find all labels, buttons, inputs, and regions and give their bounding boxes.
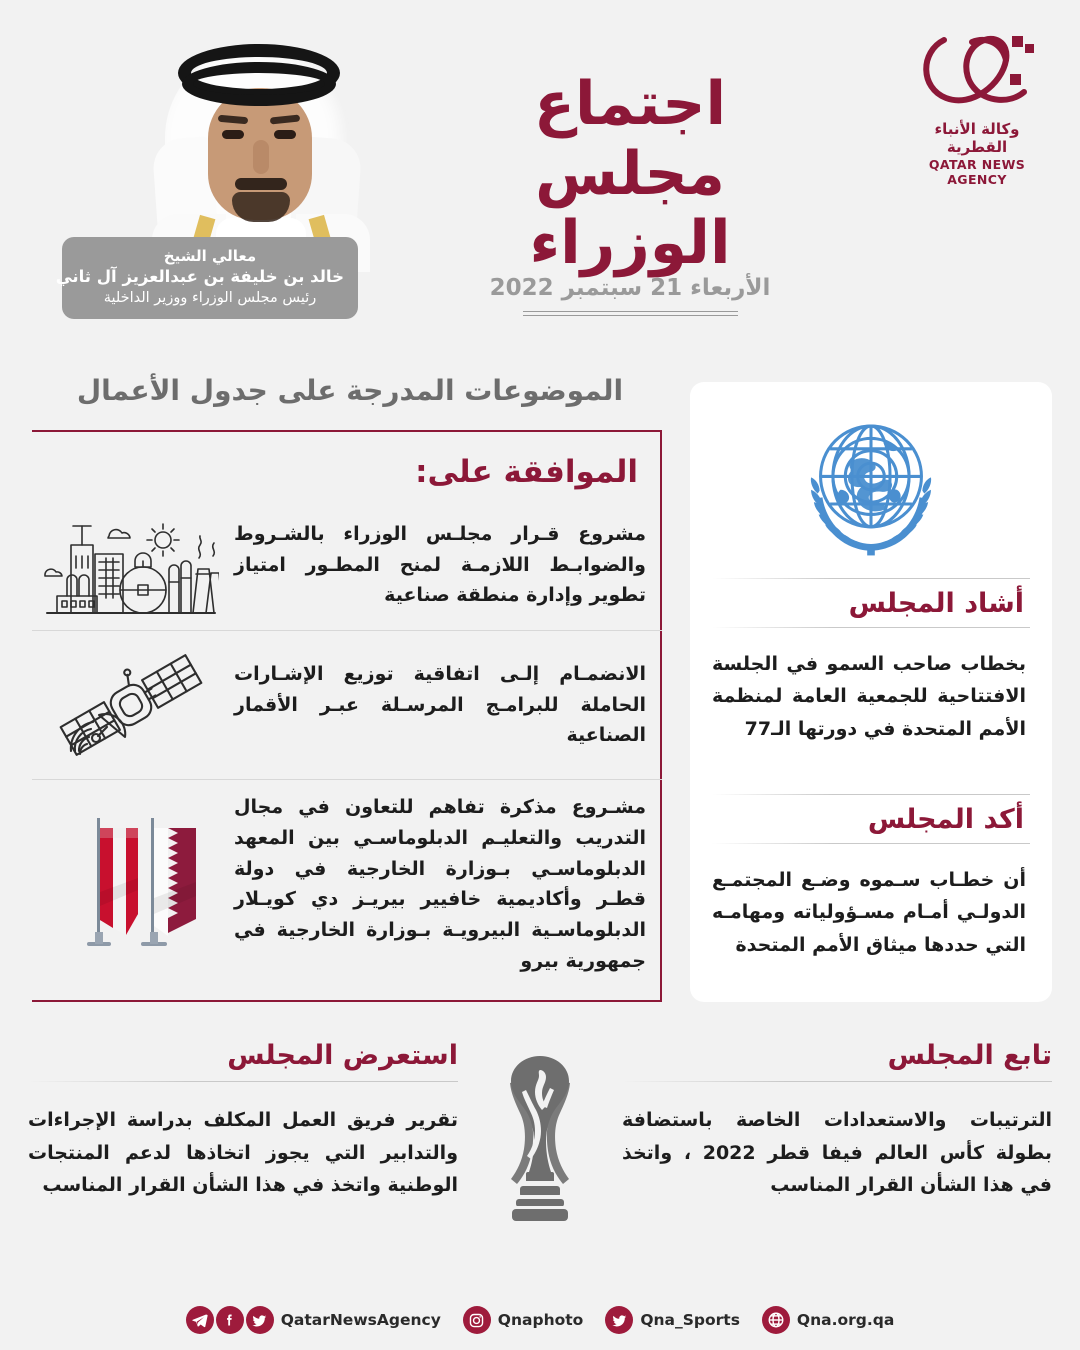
peru-qatar-flags xyxy=(51,804,211,964)
nose xyxy=(253,140,269,174)
person-role: رئيس مجلس الوزراء ووزير الداخلية xyxy=(103,289,317,306)
eyebrow-right xyxy=(270,114,301,124)
name-plate xyxy=(55,237,358,319)
portrait xyxy=(120,18,400,273)
industrial-zone-icon xyxy=(42,512,220,618)
twitter-icon[interactable] xyxy=(605,1306,633,1334)
card-block-affirmed xyxy=(712,794,1030,961)
eye-left xyxy=(222,130,244,139)
title-line-1: اجتماع xyxy=(533,69,727,139)
list-item-text: مشـروع مذكرة تفاهم للتعاون في مجال التدريب والتعليـم الدبلوماسـي بين المعهد الدبلوماسـي بـوزارة الخارجية في دولة قطـر وأكاديمية خافيير بيريـز دي كويـلار الدبلوماسـية البيرويـة بـوزارة الخارجية في جمهورية بيرو xyxy=(234,796,646,972)
social-icons xyxy=(186,1306,274,1334)
world-cup-trophy-icon xyxy=(492,1052,588,1224)
card-body: أن خطـاب سـموه وضـع المجتمـع الدولـي أمـام مسـؤولياته ومهامـه التي حددها ميثاق الأمم المتحدة xyxy=(712,869,1026,956)
approvals-list xyxy=(32,500,662,989)
list-item-text: مشروع قـرار مجلـس الوزراء بالشـروط والضوابـط اللازمـة لمنح المطـور امتياز تطوير وإدارة منطقة صناعية xyxy=(234,522,646,607)
social-icons xyxy=(463,1306,491,1334)
facebook-icon[interactable] xyxy=(216,1306,244,1334)
footer-social-bar xyxy=(0,1306,1080,1334)
page-title xyxy=(430,70,830,279)
twitter-icon[interactable] xyxy=(246,1306,274,1334)
card-heading: أشاد المجلس xyxy=(848,588,1024,619)
qna-logo-arabic: وكالة الأنباء القطرية xyxy=(934,120,1020,156)
section-body: تقرير فريق العمل المكلف بدراسة الإجراءات والتدابير التي يجوز اتخاذها لدعم المنتجات الوطنية واتخذ في هذا الشأن القرار المناسب xyxy=(28,1109,458,1197)
eyebrow-left xyxy=(218,115,248,125)
social-handle[interactable]: Qnaphoto xyxy=(497,1311,584,1329)
flags-icon xyxy=(42,804,220,964)
peru-flag xyxy=(87,818,138,946)
card-body: بخطاب صاحب السمو في الجلسة الافتتاحية للجمعية العامة لمنظمة الأمم المتحدة في دورتها الـ77 xyxy=(712,653,1026,740)
section-body: الترتيبات والاستعدادات الخاصة باستضافة بطولة كأس العالم فيفا قطر 2022 ، واتخذ في هذا الشأن القرار المناسب xyxy=(622,1109,1052,1197)
un-card xyxy=(690,382,1052,1002)
header xyxy=(0,0,1080,350)
qna-logo-mark xyxy=(902,22,1052,114)
social-icons xyxy=(762,1306,790,1334)
qna-logo xyxy=(902,22,1052,187)
portrait-illustration xyxy=(120,18,400,268)
list-item xyxy=(32,500,662,630)
qna-logo-english: QATAR NEWS AGENCY xyxy=(928,157,1026,187)
face-shape xyxy=(208,88,312,220)
section-heading: استعرض المجلس xyxy=(227,1040,458,1071)
title-line-2: مجلس الوزراء xyxy=(529,138,731,279)
social-handle[interactable]: Qna.org.qa xyxy=(796,1311,895,1329)
list-item xyxy=(32,630,662,779)
social-handle[interactable]: QatarNewsAgency xyxy=(280,1311,441,1329)
date-block xyxy=(430,275,830,319)
card-block-praised xyxy=(712,578,1030,745)
agal-cord-inner xyxy=(182,62,336,106)
united-nations-emblem xyxy=(785,406,957,564)
eye-right xyxy=(274,130,296,139)
section-heading: تابع المجلس xyxy=(887,1040,1052,1071)
beard xyxy=(232,192,290,222)
bottom-sections xyxy=(0,1040,1080,1270)
social-icons xyxy=(605,1306,633,1334)
instagram-icon[interactable] xyxy=(463,1306,491,1334)
telegram-icon[interactable] xyxy=(186,1306,214,1334)
bottom-section-reviewed xyxy=(28,1040,458,1202)
date-underline xyxy=(523,311,738,316)
list-item xyxy=(32,779,662,989)
satellite-icon xyxy=(42,643,220,767)
person-name: خالد بن خليفة بن عبدالعزيز آل ثاني xyxy=(55,267,344,287)
moustache xyxy=(235,178,287,190)
social-handle[interactable]: Qna_Sports xyxy=(640,1311,740,1329)
social-group-instagram xyxy=(463,1306,584,1334)
social-group-main xyxy=(186,1306,441,1334)
social-group-website xyxy=(762,1306,894,1334)
list-item-text: الانضمـام إلـى اتفاقية توزيع الإشـارات الحاملة للبرامـج المرسـلة عبـر الأقمار الصناعية xyxy=(234,662,646,747)
social-group-sports xyxy=(605,1306,740,1334)
card-heading: أكد المجلس xyxy=(867,804,1024,835)
person-honorific: معالي الشيخ xyxy=(163,247,257,265)
date-text: الأربعاء 21 سبتمبر 2022 xyxy=(489,275,771,301)
bottom-section-followed xyxy=(622,1040,1052,1202)
globe-icon[interactable] xyxy=(762,1306,790,1334)
approvals-title: الموافقة على: xyxy=(415,454,638,490)
qatar-flag xyxy=(141,818,196,946)
agenda-heading: الموضوعات المدرجة على جدول الأعمال xyxy=(76,374,624,407)
